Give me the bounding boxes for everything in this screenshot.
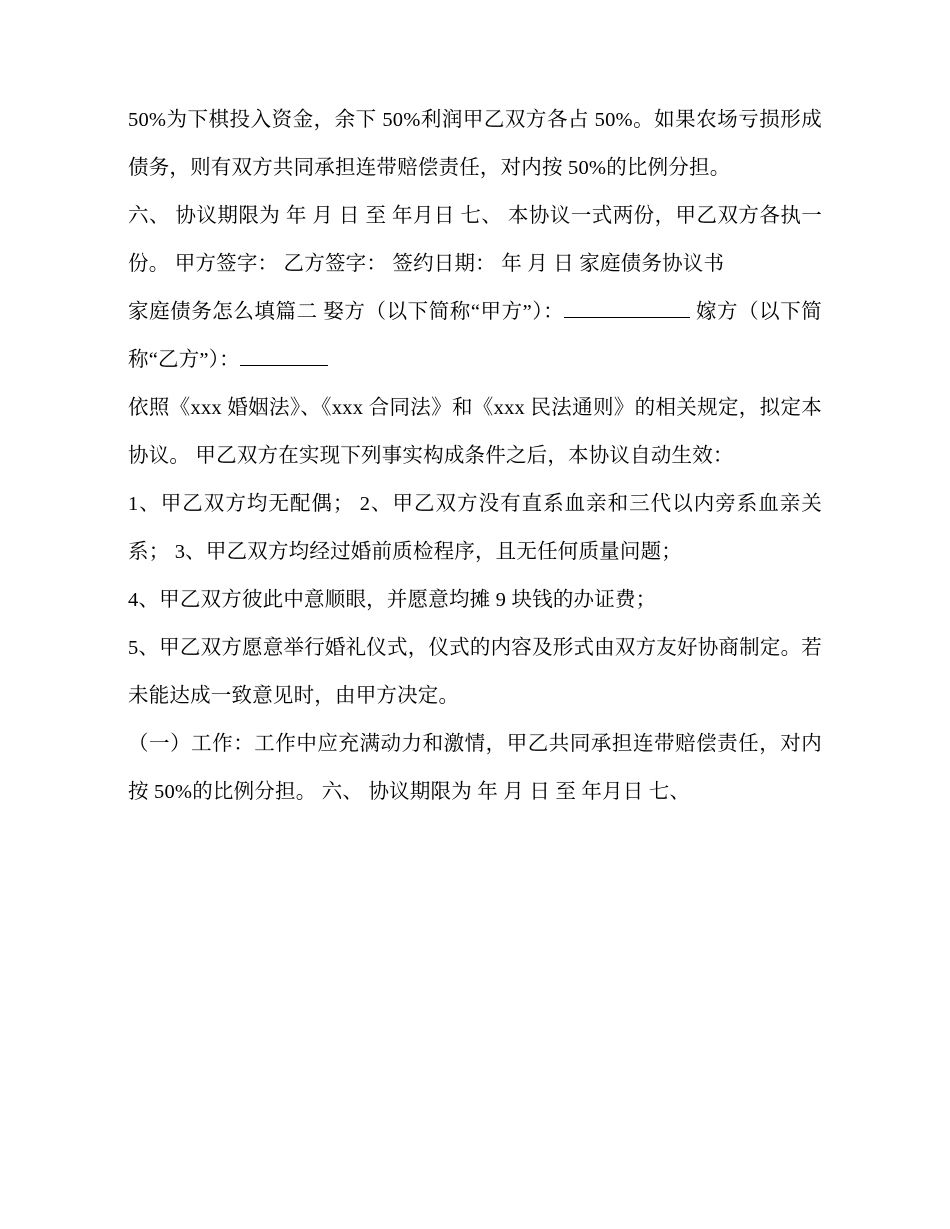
paragraph-6: 4、甲乙双方彼此中意顺眼，并愿意均摊 9 块钱的办证费； [128, 589, 657, 611]
paragraph-4: 依照《xxx 婚姻法》、《xxx 合同法》和《xxx 民法通则》的相关规定，拟定本协议。 甲乙双方在实现下列事实构成条件之后，本协议自动生效： [128, 397, 822, 467]
paragraph-3-text-a: 家庭债务怎么填篇二 娶方（以下简称“甲方”）： [128, 301, 565, 323]
fill-blank-party-a [564, 316, 690, 318]
paragraph-2: 六、 协议期限为 年 月 日 至 年月日 七、 本协议一式两份，甲乙双方各执一份。 甲方签字： 乙方签字： 签约日期： 年 月 日 家庭债务协议书 [128, 205, 822, 275]
paragraph-7: 5、甲乙双方愿意举行婚礼仪式，仪式的内容及形式由双方友好协商制定。若未能达成一致意见时，由甲方决定。 [128, 637, 822, 707]
paragraph-8: （一）工作：工作中应充满动力和激情，甲乙共同承担连带赔偿责任，对内按 50%的比例分担。 六、 协议期限为 年 月 日 至 年月日 七、 [128, 733, 822, 803]
paragraph-5: 1、甲乙双方均无配偶； 2、甲乙双方没有直系血亲和三代以内旁系血亲关系； 3、甲乙双方均经过婚前质检程序，且无任何质量问题； [128, 493, 822, 563]
paragraph-3 [128, 288, 822, 384]
document-body [128, 96, 822, 816]
paragraph-3-text-b: 嫁方（以下简称“乙方”）： [128, 301, 822, 371]
paragraph-1: 50%为下棋投入资金，余下 50%利润甲乙双方各占 50%。如果农场亏损形成债务，则有双方共同承担连带赔偿责任，对内按 50%的比例分担。 [128, 109, 822, 179]
fill-blank-party-b [240, 364, 328, 366]
